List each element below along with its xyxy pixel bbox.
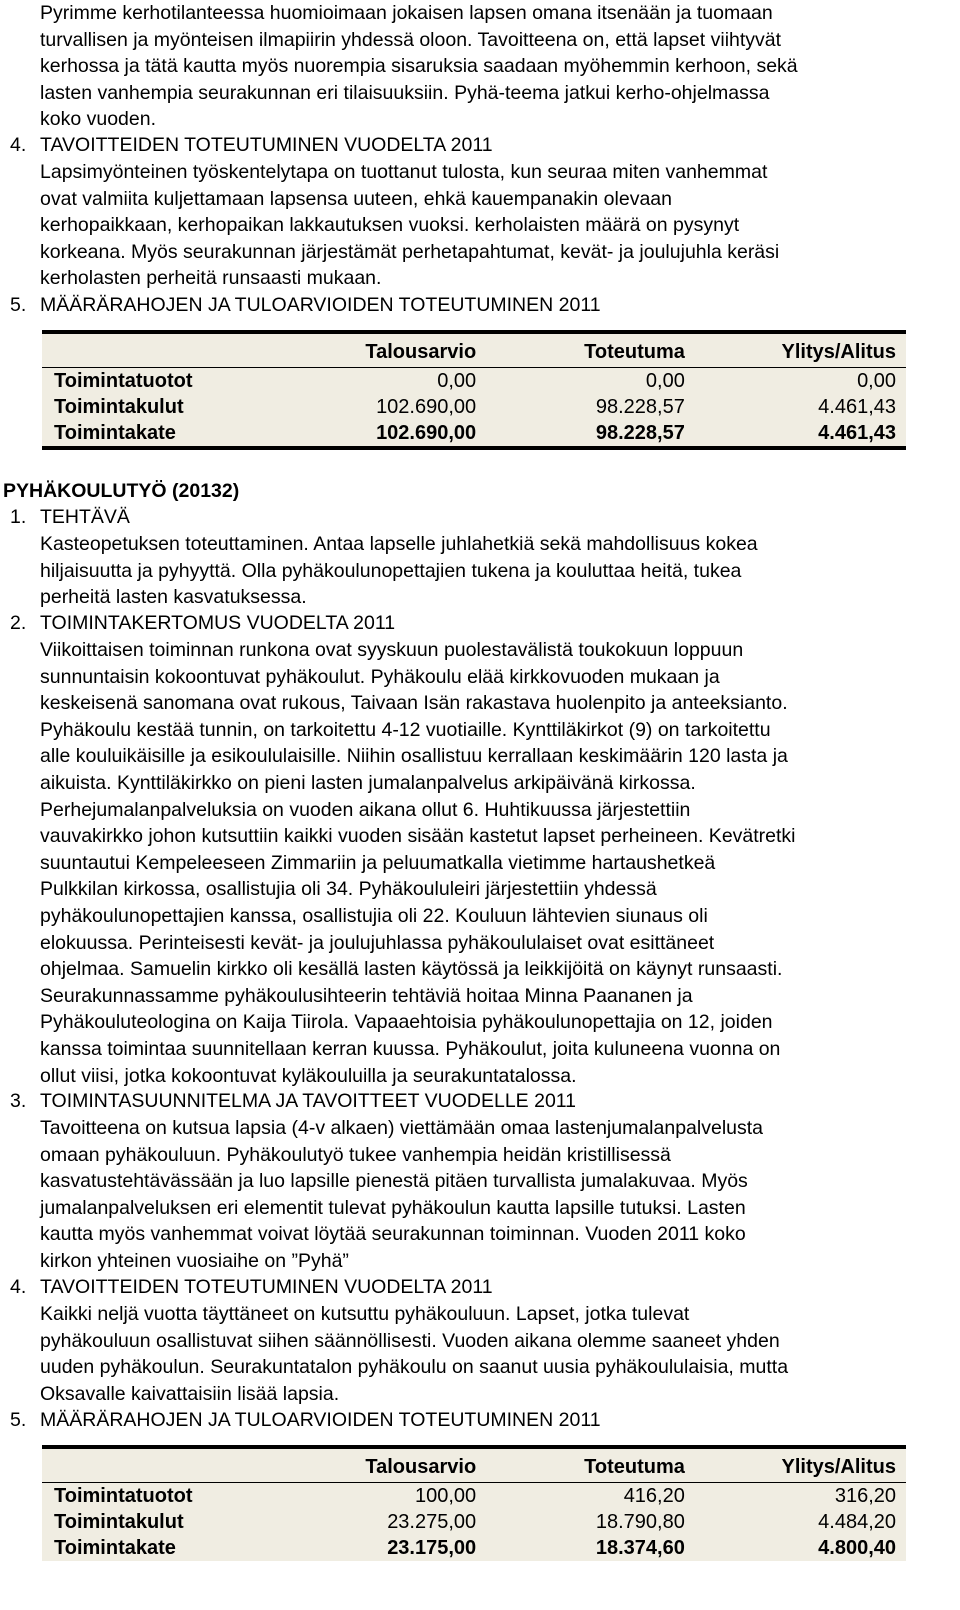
section-number: 5.: [10, 1409, 27, 1431]
text-line: kerholasten perheitä runsaasti mukaan.: [40, 267, 382, 290]
row-label: Toimintakulut: [54, 1511, 184, 1533]
section-number: 2.: [10, 612, 27, 634]
table-header-cell: [42, 332, 252, 368]
table-header-cell: Toteutuma: [584, 341, 685, 363]
main-heading: PYHÄKOULUTYÖ (20132): [3, 480, 240, 502]
table-row: [42, 1509, 906, 1535]
table-cell: 4.461,43: [818, 422, 896, 444]
section-title: TAVOITTEIDEN TOTEUTUMINEN VUODELTA 2011: [40, 134, 493, 156]
table-cell: 23.275,00: [387, 1511, 477, 1533]
table-row-total: [42, 1535, 906, 1561]
table-row: [42, 1483, 906, 1510]
text-line: kirkon yhteinen vuosiaihe on ”Pyhä”: [40, 1249, 349, 1272]
section-number: 4.: [10, 1276, 27, 1298]
text-line: koko vuoden.: [40, 108, 157, 131]
table-cell: 0,00: [645, 370, 685, 392]
text-line: Kaikki neljä vuotta täyttäneet on kutsuttu pyhäkouluun. Lapset, jotka tulevat: [40, 1303, 690, 1325]
text-line: pyhäkoulunopettajien kanssa, osallistujia oli 22. Kouluun lähtevien siunaus oli: [40, 904, 708, 927]
text-line: Kasteopetuksen toteuttaminen. Antaa lapselle juhlahetkiä sekä mahdollisuus kokea: [40, 533, 758, 555]
table-cell: 102.690,00: [376, 422, 477, 444]
table-row-total: [42, 420, 906, 448]
table-header-cell: Toteutuma: [584, 1456, 685, 1478]
section-title: TOIMINTAKERTOMUS VUODELTA 2011: [40, 612, 396, 634]
text-line: jumalanpalveluksen eri elementit tulevat pyhäkoulun kautta lapsille tutuksi. Lasten: [40, 1196, 746, 1219]
section-paragraph: [40, 1301, 960, 1407]
row-label: Toimintakate: [54, 422, 176, 444]
text-line: Oksavalle kaivattaisiin lisää lapsia.: [40, 1382, 340, 1405]
text-line: Perhejumalanpalveluksia on vuoden aikana ollut 6. Huhtikuussa järjestettiin: [40, 798, 691, 821]
table-cell: 98.228,57: [595, 396, 685, 418]
text-line: Pyhäkouluteologina on Kaija Tiirola. Vapaaehtoisia pyhäkoulunopettajia on 12, joiden: [40, 1011, 773, 1034]
intro-paragraph: [40, 0, 960, 133]
table-cell: 4.484,20: [818, 1511, 896, 1533]
section-number: 3.: [10, 1090, 27, 1112]
section-title: TAVOITTEIDEN TOTEUTUMINEN VUODELTA 2011: [40, 1276, 493, 1298]
table-cell: 18.790,80: [595, 1511, 685, 1533]
section-heading: [10, 504, 130, 531]
table-cell: 316,20: [834, 1485, 896, 1507]
section-title: MÄÄRÄRAHOJEN JA TULOARVIOIDEN TOTEUTUMINEN 2011: [40, 294, 601, 316]
text-line: kerhopaikkaan, kerhopaikan lakkautuksen vuoksi. kerholaisten määrä on pysynyt: [40, 214, 740, 237]
text-line: kautta myös vanhemmat voivat löytää seurakunnan toiminnan. Vuoden 2011 koko: [40, 1223, 746, 1246]
section-paragraph: [40, 531, 960, 611]
section-title: MÄÄRÄRAHOJEN JA TULOARVIOIDEN TOTEUTUMINEN 2011: [40, 1409, 601, 1431]
text-line: suuntautui Kempeleeseen Zimmariin ja peluumatkalla vietimme hartaushetkeä: [40, 851, 716, 874]
section-number: 4.: [10, 134, 27, 156]
row-label: Toimintatuotot: [54, 370, 193, 392]
text-line: ohjelmaa. Samuelin kirkko oli kesällä lasten käytössä ja leikkijöitä on käynyt runsaasti.: [40, 958, 783, 981]
section-number: 1.: [10, 506, 27, 528]
table-header-cell: Ylitys/Alitus: [781, 341, 896, 363]
section-heading: [10, 292, 601, 319]
table-cell: 416,20: [623, 1485, 685, 1507]
row-label: Toimintakulut: [54, 396, 184, 418]
text-line: Pyhäkoulu kestää tunnin, on tarkoitettu 4-12 vuotiaille. Kynttiläkirkot (9) on tarkoitettu: [40, 718, 771, 741]
table-header-cell: Talousarvio: [365, 1456, 477, 1478]
row-label: Toimintatuotot: [54, 1485, 193, 1507]
section-heading: [10, 1274, 493, 1301]
text-line: Viikoittaisen toiminnan runkona ovat syyskuun puolestavälistä toukokuun loppuun: [40, 639, 744, 661]
table-cell: 0,00: [437, 370, 477, 392]
section-title: TEHTÄVÄ: [40, 506, 130, 528]
row-label: Toimintakate: [54, 1537, 176, 1559]
section-paragraph: [40, 159, 960, 292]
text-line: hiljaisuutta ja pyhyyttä. Olla pyhäkoulunopettajien tukena ja kouluttaa heitä, tukea: [40, 559, 742, 582]
section-heading: [10, 1407, 601, 1434]
table-row: [42, 368, 906, 395]
text-line: pyhäkouluun osallistuvat siihen säännöllisesti. Vuoden aikana olemme saaneet yhden: [40, 1329, 780, 1352]
table-header-row: [42, 1447, 906, 1483]
text-line: kerhossa ja tätä kautta myös nuorempia sisaruksia saadaan myöhemmin kerhoon, sekä: [40, 55, 798, 78]
text-line: kanssa toimintaa suunnitellaan kerran kuussa. Pyhäkoulut, joita kuluneena vuonna on: [40, 1037, 781, 1060]
text-line: aikuista. Kynttiläkirkko on pieni lasten jumalanpalvelus arkipäivänä kirkossa.: [40, 771, 696, 794]
text-line: vauvakirkko johon kutsuttiin kaikki vuoden sisään kastetut lapset perheineen. Kevätretki: [40, 825, 796, 848]
budget-table: [42, 1445, 906, 1561]
section-heading: [10, 1088, 576, 1115]
table-header-cell: [42, 1447, 252, 1483]
text-line: keskeisenä sanomana ovat rukous, Taivaan Isän rakastava huolenpito ja anteeksianto.: [40, 692, 788, 715]
text-line: Lapsimyönteinen työskentelytapa on tuottanut tulosta, kun seuraa miten vanhemmat: [40, 161, 768, 183]
text-line: sunnuntaisin kokoontuvat pyhäkoulut. Pyhäkoulu elää kirkkovuoden mukaan ja: [40, 665, 720, 688]
budget-table: [42, 330, 906, 450]
section-paragraph: [40, 1115, 960, 1275]
text-line: ollut viisi, jotka kokoontuvat kyläkouluilla ja seurakuntatalossa.: [40, 1064, 577, 1087]
table-cell: 18.374,60: [595, 1537, 685, 1559]
text-line: elokuussa. Perinteisesti kevät- ja joulujuhlassa pyhäkoululaiset ovat esittäneet: [40, 931, 715, 954]
text-line: Tavoitteena on kutsua lapsia (4-v alkaen) viettämään omaa lastenjumalanpalvelusta: [40, 1117, 764, 1139]
text-line: uuden pyhäkoulun. Seurakuntatalon pyhäkoulu on saanut uusia pyhäkoululaisia, mutta: [40, 1356, 789, 1379]
text-line: korkeana. Myös seurakunnan järjestämät perhetapahtumat, kevät- ja joulujuhla keräsi: [40, 240, 780, 263]
text-line: kasvatustehtävässään ja luo lapsille pienestä pitäen turvallista jumalakuvaa. Myös: [40, 1170, 748, 1193]
table-header-cell: Ylitys/Alitus: [781, 1456, 896, 1478]
table-cell: 98.228,57: [595, 422, 685, 444]
text-line: lasten vanhempia seurakunnan eri tilaisuuksiin. Pyhä-teema jatkui kerho-ohjelmassa: [40, 81, 770, 104]
text-line: perheitä lasten kasvatuksessa.: [40, 586, 307, 609]
table-header-row: [42, 332, 906, 368]
section-title: TOIMINTASUUNNITELMA JA TAVOITTEET VUODELLE 2011: [40, 1090, 577, 1112]
text-line: Pyrimme kerhotilanteessa huomioimaan jokaisen lapsen omana itsenään ja tuomaan: [40, 2, 773, 24]
section-heading: [10, 610, 395, 637]
section-paragraph: [40, 637, 960, 1089]
text-line: turvallisen ja myönteisen ilmapiirin yhdessä oloon. Tavoitteena on, että lapset viihtyvät: [40, 28, 782, 51]
table-row: [42, 394, 906, 420]
text-line: omaan pyhäkouluun. Pyhäkoulutyö tukee vanhempia heidän kristillisessä: [40, 1143, 671, 1166]
table-cell: 4.461,43: [818, 396, 896, 418]
section-number: 5.: [10, 294, 27, 316]
text-line: Pulkkilan kirkossa, osallistujia oli 34. Pyhäkoululeiri järjestettiin yhdessä: [40, 878, 657, 901]
table-cell: 102.690,00: [376, 396, 477, 418]
table-header-cell: Talousarvio: [365, 341, 477, 363]
text-line: ovat valmiita kuljettamaan lapsensa uuteen, ehkä kauempanakin olevaan: [40, 187, 672, 210]
table-cell: 0,00: [857, 370, 896, 392]
text-line: Seurakunnassamme pyhäkoulusihteerin tehtäviä hoitaa Minna Paananen ja: [40, 984, 693, 1007]
table-cell: 4.800,40: [818, 1537, 896, 1559]
table-cell: 100,00: [415, 1485, 477, 1507]
table-cell: 23.175,00: [387, 1537, 477, 1559]
section-heading: [10, 132, 493, 159]
text-line: alle kouluikäisille ja esikoululaisille. Niihin osallistuu kerrallaan keskimäärin 120 lasta ja: [40, 745, 788, 768]
